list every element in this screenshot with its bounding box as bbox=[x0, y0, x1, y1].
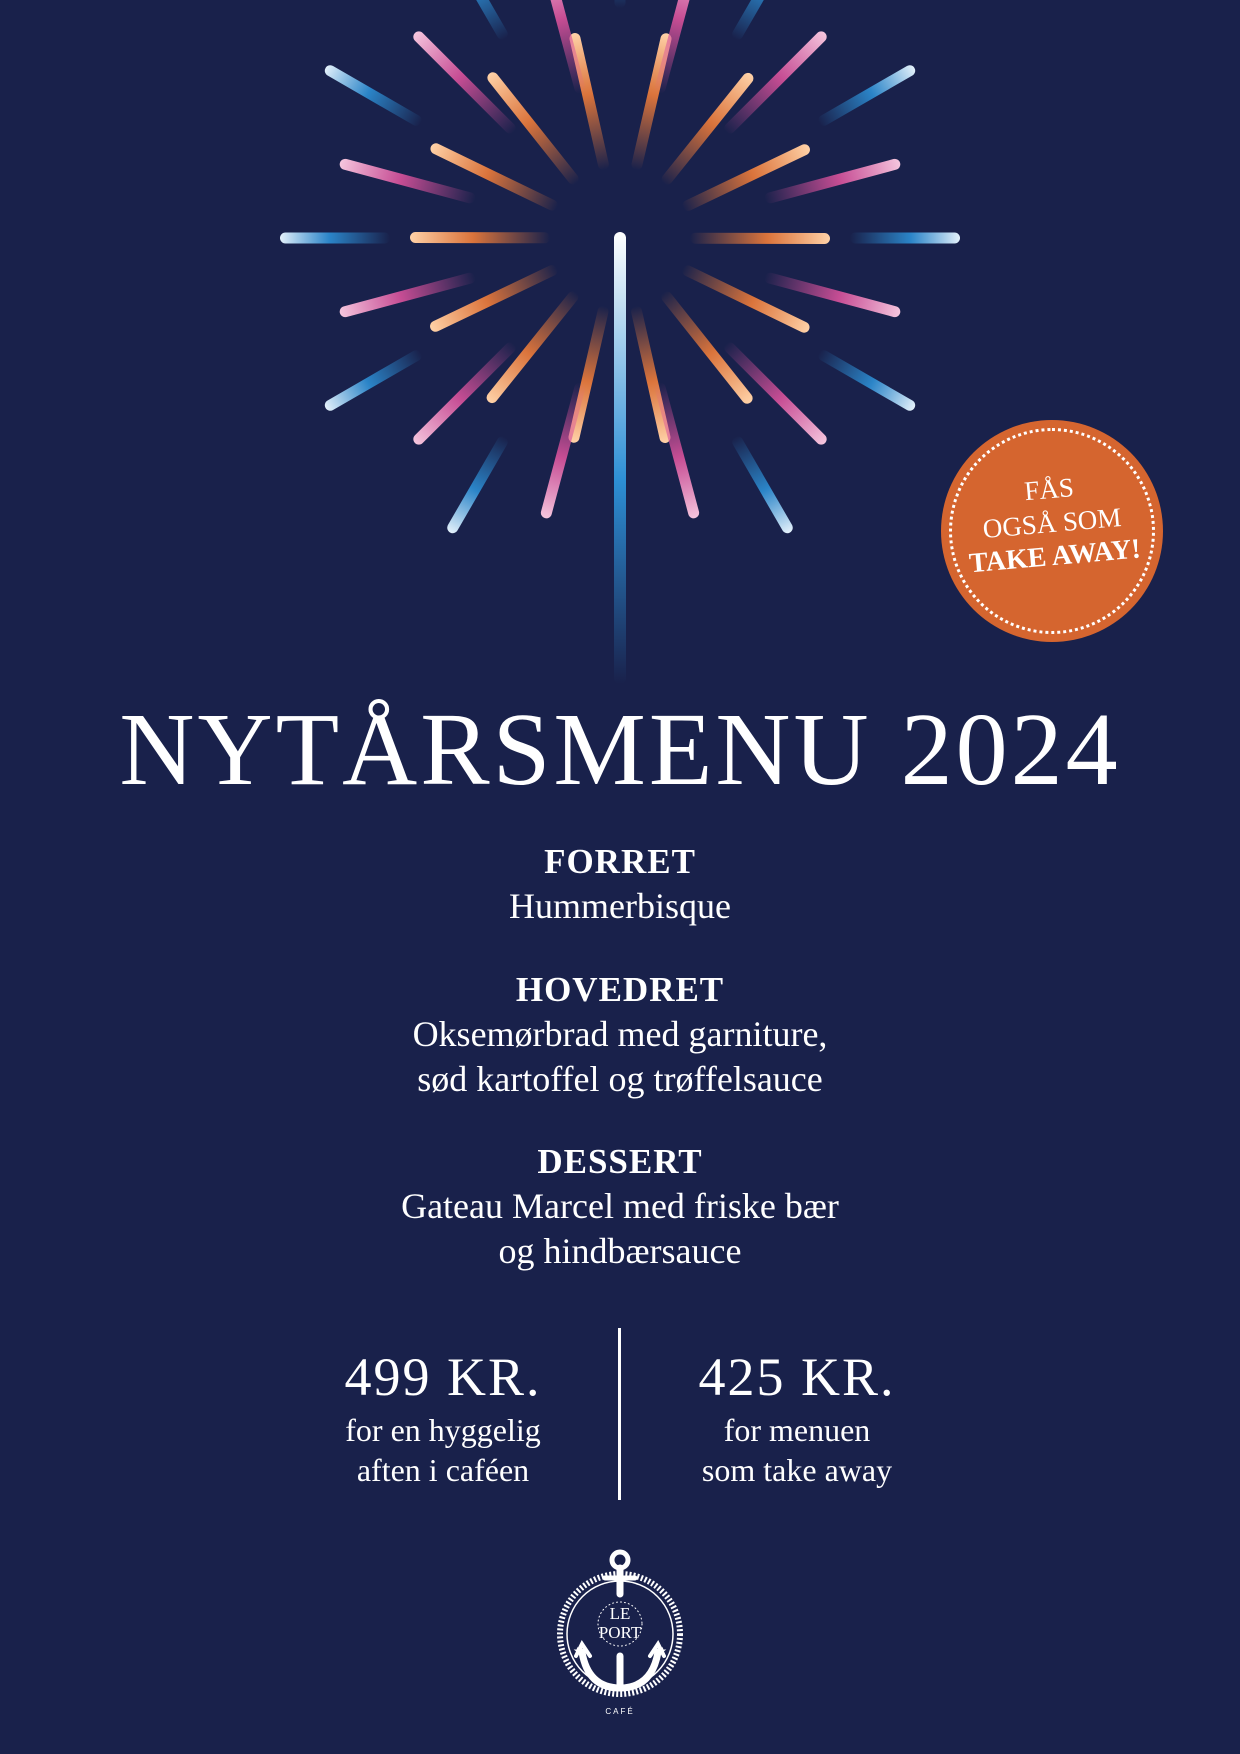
firework-ray bbox=[659, 289, 755, 406]
firework-ray bbox=[615, 0, 626, 8]
logo-text-le: LE bbox=[609, 1604, 631, 1623]
firework-ray bbox=[816, 348, 917, 413]
firework-ray bbox=[323, 63, 424, 128]
menu-title: NYTÅRSMENU 2024 bbox=[119, 692, 1121, 807]
firework-ray bbox=[323, 348, 424, 413]
course-name: HOVEDRET bbox=[515, 970, 725, 1009]
firework-ray bbox=[540, 381, 587, 519]
firework-ray bbox=[280, 233, 390, 244]
badge-line-1: FÅS bbox=[1023, 472, 1076, 507]
price-amount: 499 KR. bbox=[344, 1347, 542, 1407]
price-note: for en hyggelig bbox=[345, 1412, 541, 1448]
price-note: som take away bbox=[701, 1452, 893, 1488]
firework-ray bbox=[659, 71, 755, 187]
firework-ray bbox=[850, 233, 960, 244]
course-description: sød kartoffel og trøffelsauce bbox=[417, 1059, 823, 1099]
svg-text:★: ★ bbox=[658, 1646, 667, 1657]
price-amount: 425 KR. bbox=[698, 1347, 896, 1407]
price-dine-in bbox=[243, 1344, 643, 1490]
firework-ray bbox=[484, 289, 580, 405]
firework-ray bbox=[690, 233, 830, 244]
firework-ray bbox=[654, 381, 701, 519]
firework-ray bbox=[429, 141, 560, 212]
price-take-away bbox=[597, 1344, 997, 1490]
course-description: Gateau Marcel med friske bær bbox=[401, 1186, 839, 1226]
logo-text-port: PORT bbox=[598, 1623, 642, 1642]
firework-ray bbox=[410, 232, 550, 243]
course-description: Hummerbisque bbox=[509, 886, 731, 926]
logo-subtext: CAFÉ bbox=[605, 1707, 635, 1716]
le-port-logo bbox=[550, 1548, 690, 1718]
firework-ray bbox=[485, 70, 581, 187]
course-description: Oksemørbrad med garniture, bbox=[412, 1014, 828, 1054]
course-description: og hindbærsauce bbox=[498, 1231, 742, 1271]
firework-ray bbox=[681, 264, 812, 335]
firework-ray bbox=[730, 434, 795, 535]
course-name: DESSERT bbox=[537, 1142, 703, 1181]
badge-text bbox=[937, 463, 1167, 584]
firework-ray bbox=[445, 0, 510, 42]
svg-text:★: ★ bbox=[573, 1646, 582, 1657]
firework-ray bbox=[730, 0, 795, 42]
firework-trail bbox=[614, 232, 626, 684]
price-note: for menuen bbox=[723, 1412, 871, 1448]
take-away-badge bbox=[941, 420, 1163, 642]
firework-ray bbox=[338, 158, 476, 205]
course-dessert bbox=[0, 1140, 1240, 1274]
price-note: aften i caféen bbox=[356, 1452, 530, 1488]
course-name: FORRET bbox=[544, 842, 696, 881]
firework-ray bbox=[681, 142, 812, 212]
badge-line-3: TAKE AWAY! bbox=[967, 533, 1142, 580]
course-starter bbox=[0, 840, 1240, 929]
course-main bbox=[0, 968, 1240, 1102]
firework-ray bbox=[445, 434, 510, 535]
firework-ray bbox=[763, 272, 901, 319]
firework-ray bbox=[816, 63, 917, 128]
badge-line-2: OGSÅ SOM bbox=[981, 502, 1123, 544]
firework-ray bbox=[428, 263, 559, 333]
